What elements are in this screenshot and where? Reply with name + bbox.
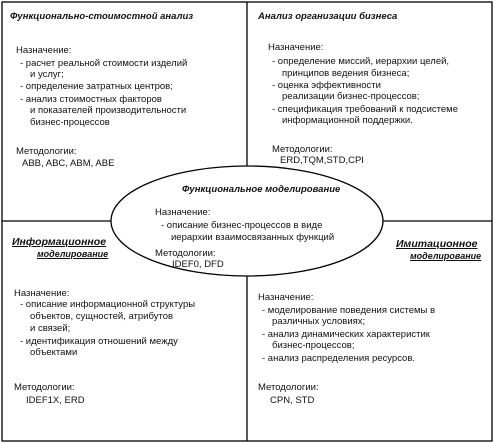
fsa-purpose-label: Назначение: bbox=[16, 45, 72, 56]
ba-purpose-item: реализации бизнес-процессов; bbox=[282, 91, 420, 102]
ba-purpose-item: информационной поддержки. bbox=[282, 115, 413, 126]
fsa-methods: ABB, ABC, ABM, ABE bbox=[22, 158, 115, 169]
quadrant-title-sim-modeling-1: Имитационное bbox=[396, 238, 478, 250]
ba-purpose-item: - спецификация требований к подсистеме bbox=[272, 104, 458, 115]
ba-purpose-item: - оценка эффективности bbox=[272, 80, 381, 91]
ba-purpose-item: - определение миссий, иерархии целей, bbox=[272, 56, 450, 67]
sm-purpose-item: - анализ динамических характеристик bbox=[262, 329, 430, 340]
sm-purpose-item: бизнес-процессов; bbox=[272, 340, 355, 351]
sm-purpose-item: - моделирование поведения системы в bbox=[262, 305, 436, 316]
fsa-purpose-item: бизнес-процессов bbox=[30, 117, 110, 128]
ba-methods: ERD,TQM,STD,CPI bbox=[280, 155, 364, 166]
sm-purpose-item: - анализ распределения ресурсов. bbox=[262, 353, 416, 364]
quadrant-title-info-modeling-1: Информационное bbox=[12, 236, 107, 248]
quadrant-title-fsa: Функционально-стоимостной анализ bbox=[10, 11, 194, 22]
ba-purpose-label: Назначение: bbox=[268, 42, 324, 53]
quadrant-title-info-modeling-2: моделирование bbox=[37, 249, 109, 259]
fsa-purpose-item: и услуг; bbox=[30, 69, 64, 80]
im-purpose-label: Назначение: bbox=[14, 288, 70, 299]
im-purpose-item: объектами bbox=[30, 347, 78, 358]
fsa-methods-label: Методологии: bbox=[16, 146, 77, 157]
center-purpose-label: Назначение: bbox=[155, 207, 211, 218]
sm-methods-label: Методологии: bbox=[258, 382, 319, 393]
fsa-purpose-item: - определение затратных центров; bbox=[20, 81, 173, 92]
sm-purpose-label: Назначение: bbox=[258, 292, 314, 303]
fsa-purpose-item: - анализ стоимостных факторов bbox=[20, 94, 162, 105]
center-purpose-item: иерархии взаимосвязанных функций bbox=[171, 232, 335, 243]
ba-methods-label: Методологии: bbox=[272, 144, 333, 155]
im-methods-label: Методологии: bbox=[14, 382, 75, 393]
quadrant-title-business-analysis: Анализ организации бизнеса bbox=[258, 11, 398, 22]
center-title: Функциональное моделирование bbox=[182, 184, 341, 195]
quadrant-title-sim-modeling-2: моделирование bbox=[410, 251, 482, 261]
fsa-purpose-item: - расчет реальной стоимости изделий bbox=[20, 58, 188, 69]
im-methods: IDEF1X, ERD bbox=[26, 395, 85, 406]
sm-purpose-item: различных условиях; bbox=[272, 316, 366, 327]
sm-methods: CPN, STD bbox=[270, 395, 315, 406]
im-purpose-item: и связей; bbox=[30, 323, 71, 334]
im-purpose-item: объектов, сущностей, атрибутов bbox=[30, 311, 174, 322]
im-purpose-item: - описание информационной структуры bbox=[20, 299, 196, 310]
center-methods-label: Методологии: bbox=[155, 248, 216, 259]
im-purpose-item: - идентификация отношений между bbox=[20, 336, 178, 347]
center-purpose-item: - описание бизнес-процессов в виде bbox=[161, 220, 323, 231]
center-methods: IDEF0, DFD bbox=[172, 259, 224, 270]
ba-purpose-item: принципов ведения бизнеса; bbox=[282, 68, 410, 79]
fsa-purpose-item: и показателей производительности bbox=[30, 105, 187, 116]
